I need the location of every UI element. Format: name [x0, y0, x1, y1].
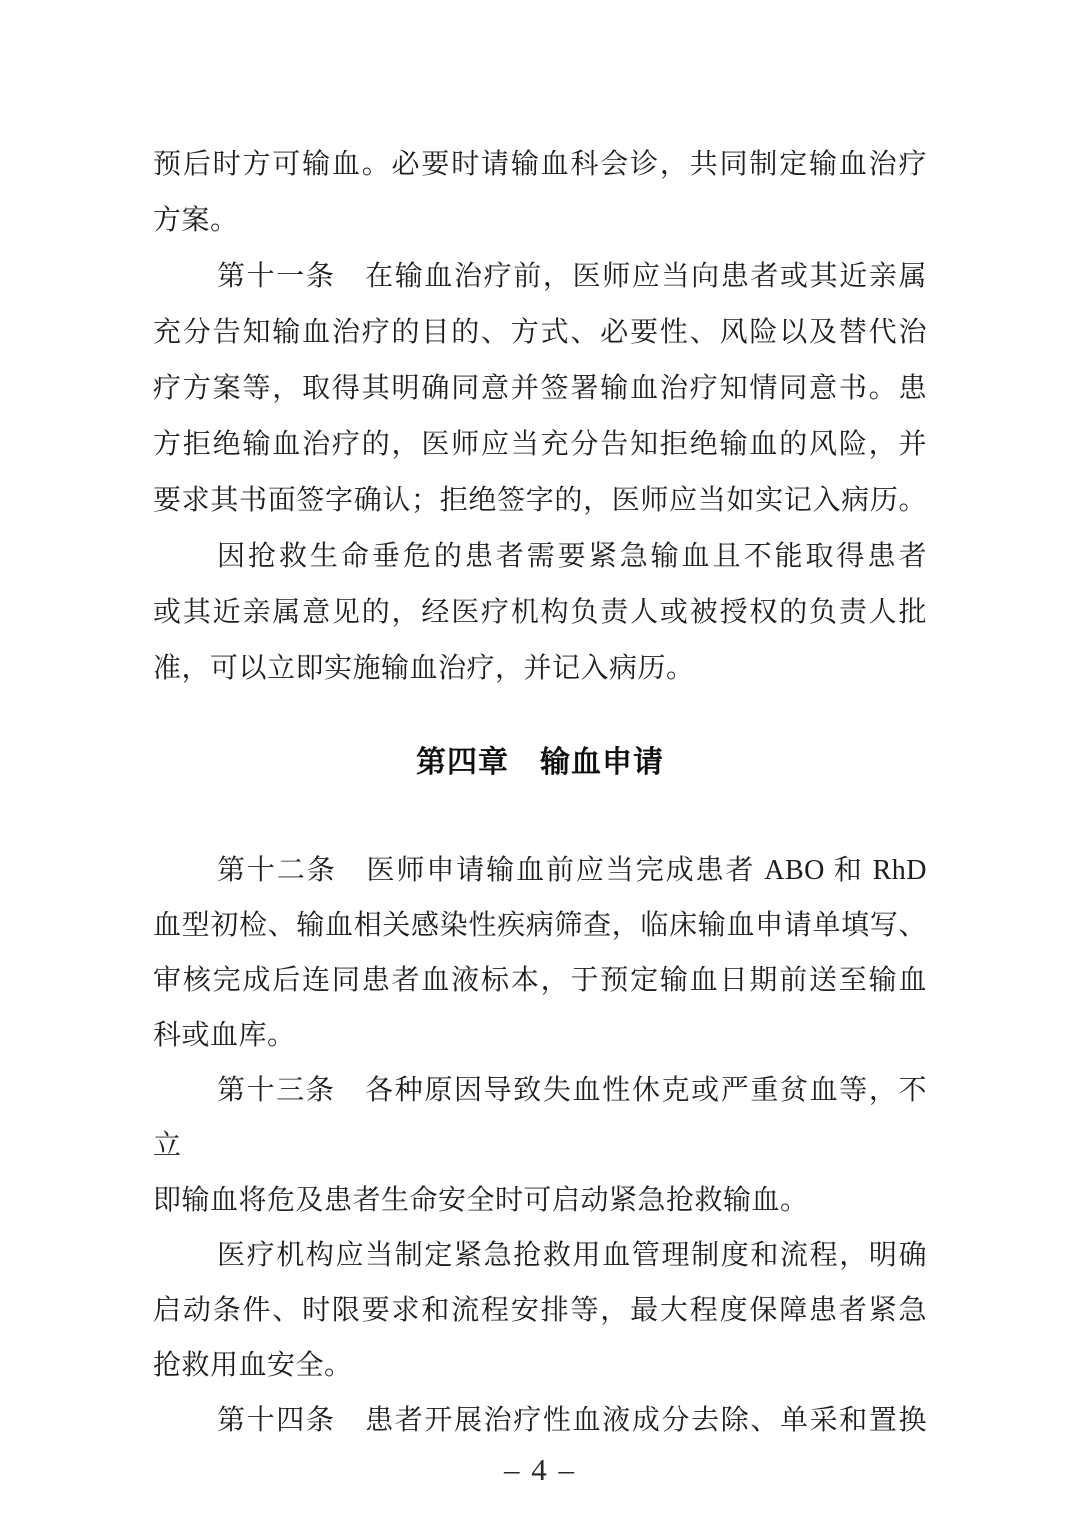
text-line: 启动条件、时限要求和流程安排等，最大程度保障患者紧急 — [153, 1295, 927, 1326]
text-line: 审核完成后连同患者血液标本，于预定输血日期前送至输血 — [153, 965, 927, 996]
text-line: 方拒绝输血治疗的，医师应当充分告知拒绝输血的风险，并 — [153, 429, 927, 460]
text-line: 医疗机构应当制定紧急抢救用血管理制度和流程，明确 — [217, 1240, 927, 1271]
text-line: 第十一条 在输血治疗前，医师应当向患者或其近亲属 — [217, 261, 927, 292]
text-line: 要求其书面签字确认；拒绝签字的，医师应当如实记入病历。 — [153, 485, 927, 516]
page-number: – 4 – — [504, 1452, 576, 1487]
page-footer — [0, 1452, 1080, 1488]
text-line: 因抢救生命垂危的患者需要紧急输血且不能取得患者 — [217, 541, 927, 572]
text-block-top — [153, 137, 927, 697]
text-line: 方案。 — [153, 205, 239, 236]
text-column — [153, 137, 927, 1448]
text-line: 科或血库。 — [153, 1020, 296, 1051]
text-line: 第十二条 医师申请输血前应当完成患者 ABO 和 RhD — [217, 855, 927, 886]
text-line: 第十三条 各种原因导致失血性休克或严重贫血等，不立 — [153, 1075, 927, 1161]
text-line: 第十四条 患者开展治疗性血液成分去除、单采和置换 — [217, 1405, 927, 1436]
text-line: 或其近亲属意见的，经医疗机构负责人或被授权的负责人批 — [153, 597, 927, 628]
text-line: 充分告知输血治疗的目的、方式、必要性、风险以及替代治 — [153, 317, 927, 348]
chapter-heading: 第四章 输血申请 — [416, 746, 664, 779]
text-line: 血型初检、输血相关感染性疾病筛查，临床输血申请单填写、 — [153, 910, 927, 941]
text-line: 准，可以立即实施输血治疗，并记入病历。 — [153, 653, 695, 684]
text-line: 预后时方可输血。必要时请输血科会诊，共同制定输血治疗 — [153, 149, 927, 180]
text-line: 疗方案等，取得其明确同意并签署输血治疗知情同意书。患 — [153, 373, 927, 404]
text-block-bottom — [153, 843, 927, 1448]
text-line: 抢救用血安全。 — [153, 1350, 353, 1381]
text-line: 即输血将危及患者生命安全时可启动紧急抢救输血。 — [153, 1185, 809, 1216]
